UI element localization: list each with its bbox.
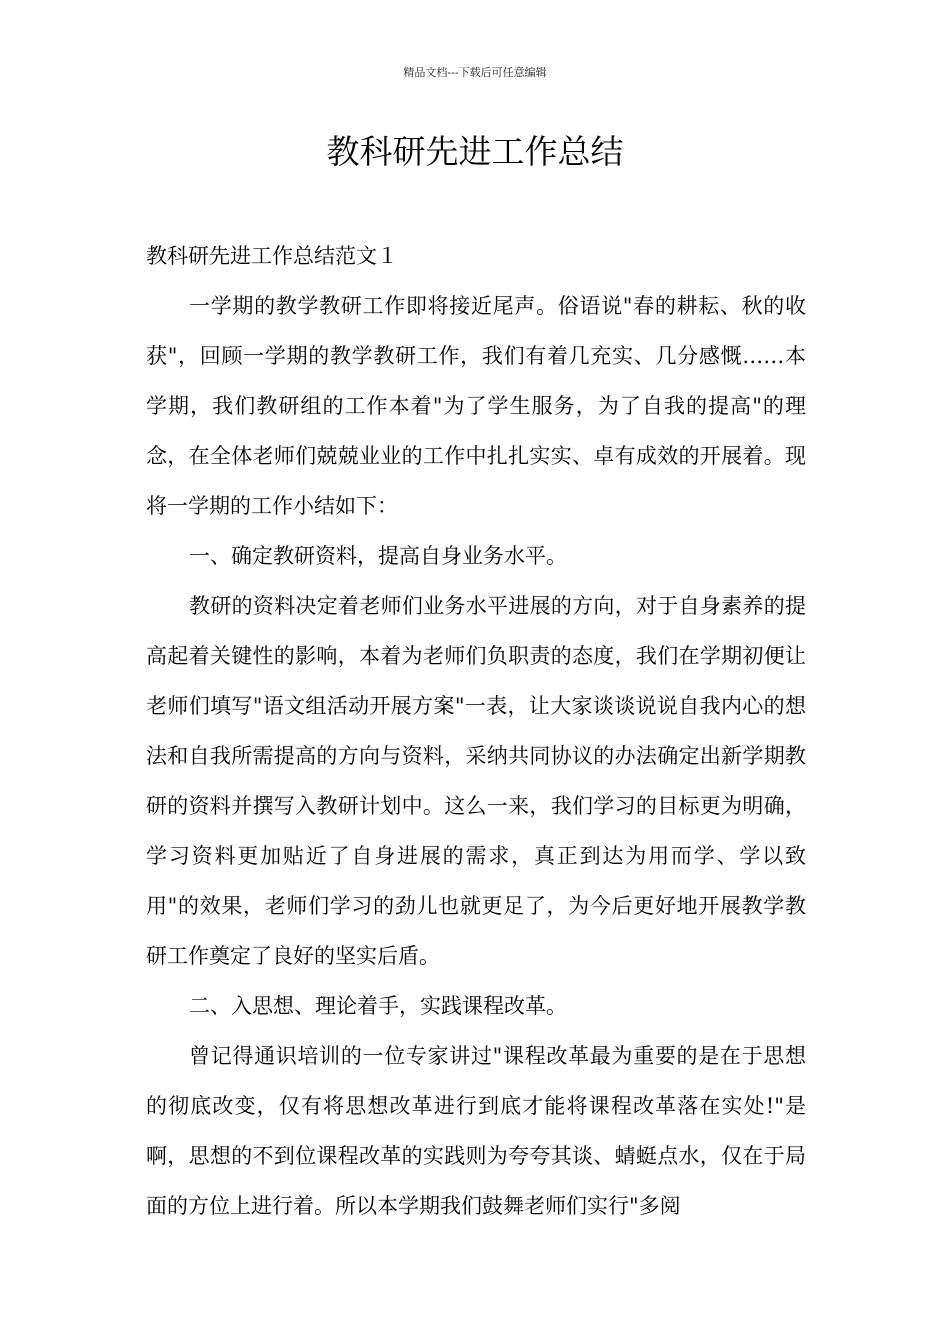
paragraph: 教研的资料决定着老师们业务水平进展的方向，对于自身素养的提高起着关键性的影响，本着为老师们负职责的态度，我们在学期初便让老师们填写"语文组活动开展方案"一表，让大家谈谈说说自我内心的想法和自我所需提高的方向与资料，采纳共同协议的办法确定出新学期教研的资料并撰写入教研计划中。这么一来，我们学习的目标更为明确，学习资料更加贴近了自身进展的需求，真正到达为用而学、学以致用"的效果，老师们学习的劲儿也就更足了，为今后更好地开展教学教研工作奠定了良好的坚实后盾。	[146, 594, 806, 968]
section-heading: 教科研先进工作总结范文１	[146, 244, 398, 268]
document-title: 教科研先进工作总结	[326, 132, 624, 171]
document-body	[146, 231, 806, 1231]
paragraph: 一学期的教学教研工作即将接近尾声。俗语说"春的耕耘、秋的收获"，回顾一学期的教学教研工作，我们有着几充实、几分感慨……本学期，我们教研组的工作本着"为了学生服务，为了自我的提高"的理念，在全体老师们兢兢业业的工作中扎扎实实、卓有成效的开展着。现将一学期的工作小结如下：	[146, 294, 806, 518]
paragraph: 曾记得通识培训的一位专家讲过"课程改革最为重要的是在于思想的彻底改变，仅有将思想改革进行到底才能将课程改革落在实处!"是啊，思想的不到位课程改革的实践则为夸夸其谈、蜻蜓点水，仅在于局面的方位上进行着。所以本学期我们鼓舞老师们实行"多阅	[146, 1044, 806, 1218]
subheading: 二、入思想、理论着手，实践课程改革。	[189, 994, 567, 1018]
subheading: 一、确定教研资料，提高自身业务水平。	[189, 544, 567, 568]
page-header: 精品文档---下载后可任意编辑	[403, 66, 547, 79]
